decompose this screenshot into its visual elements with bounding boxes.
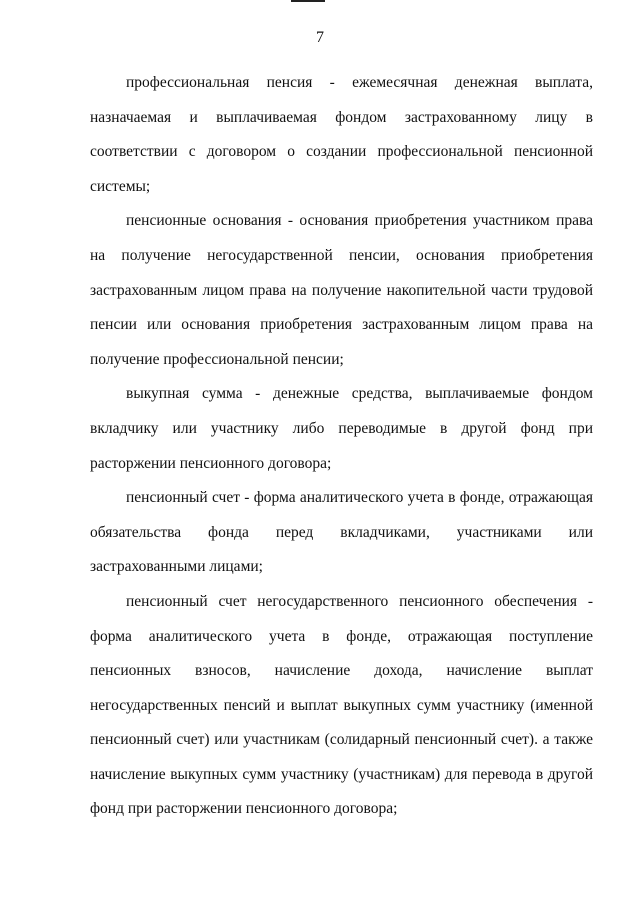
page-number: 7 xyxy=(316,29,324,46)
paragraph-pension-account: пенсионный счет - форма аналитического учета в фонде, отражающая обязательства фонда перед вкладчиками, участниками или застрахованными лицами; xyxy=(90,489,593,576)
top-rule xyxy=(291,0,325,2)
document-body xyxy=(90,66,593,827)
paragraph-professional-pension: профессиональная пенсия - ежемесячная денежная выплата, назначаемая и выплачиваемая фондом застрахованному лицу в соответствии с договором о создании профессиональной пенсионной системы; xyxy=(90,74,593,195)
paragraph-nonstate-pension-account: пенсионный счет негосударственного пенсионного обеспечения - форма аналитического учета в фонде, отражающая поступление пенсионных взносов, начисление дохода, начисление выплат негосударственных пенсий и выплат выкупных сумм участнику (именной пенсионный счет) или участникам (солидарный пенсионный счет). а также начисление выкупных сумм участнику (участникам) для перевода в другой фонд при расторжении пенсионного договора; xyxy=(90,592,593,818)
paragraph-pension-grounds: пенсионные основания - основания приобретения участником права на получение негосударственной пенсии, основания приобретения застрахованным лицом права на получение накопительной части трудовой пенсии или основания приобретения застрахованным лицом права на получение профессиональной пенсии; xyxy=(90,212,593,368)
paragraph-redemption-amount: выкупная сумма - денежные средства, выплачиваемые фондом вкладчику или участнику либо переводимые в другой фонд при расторжении пенсионного договора; xyxy=(90,385,593,472)
